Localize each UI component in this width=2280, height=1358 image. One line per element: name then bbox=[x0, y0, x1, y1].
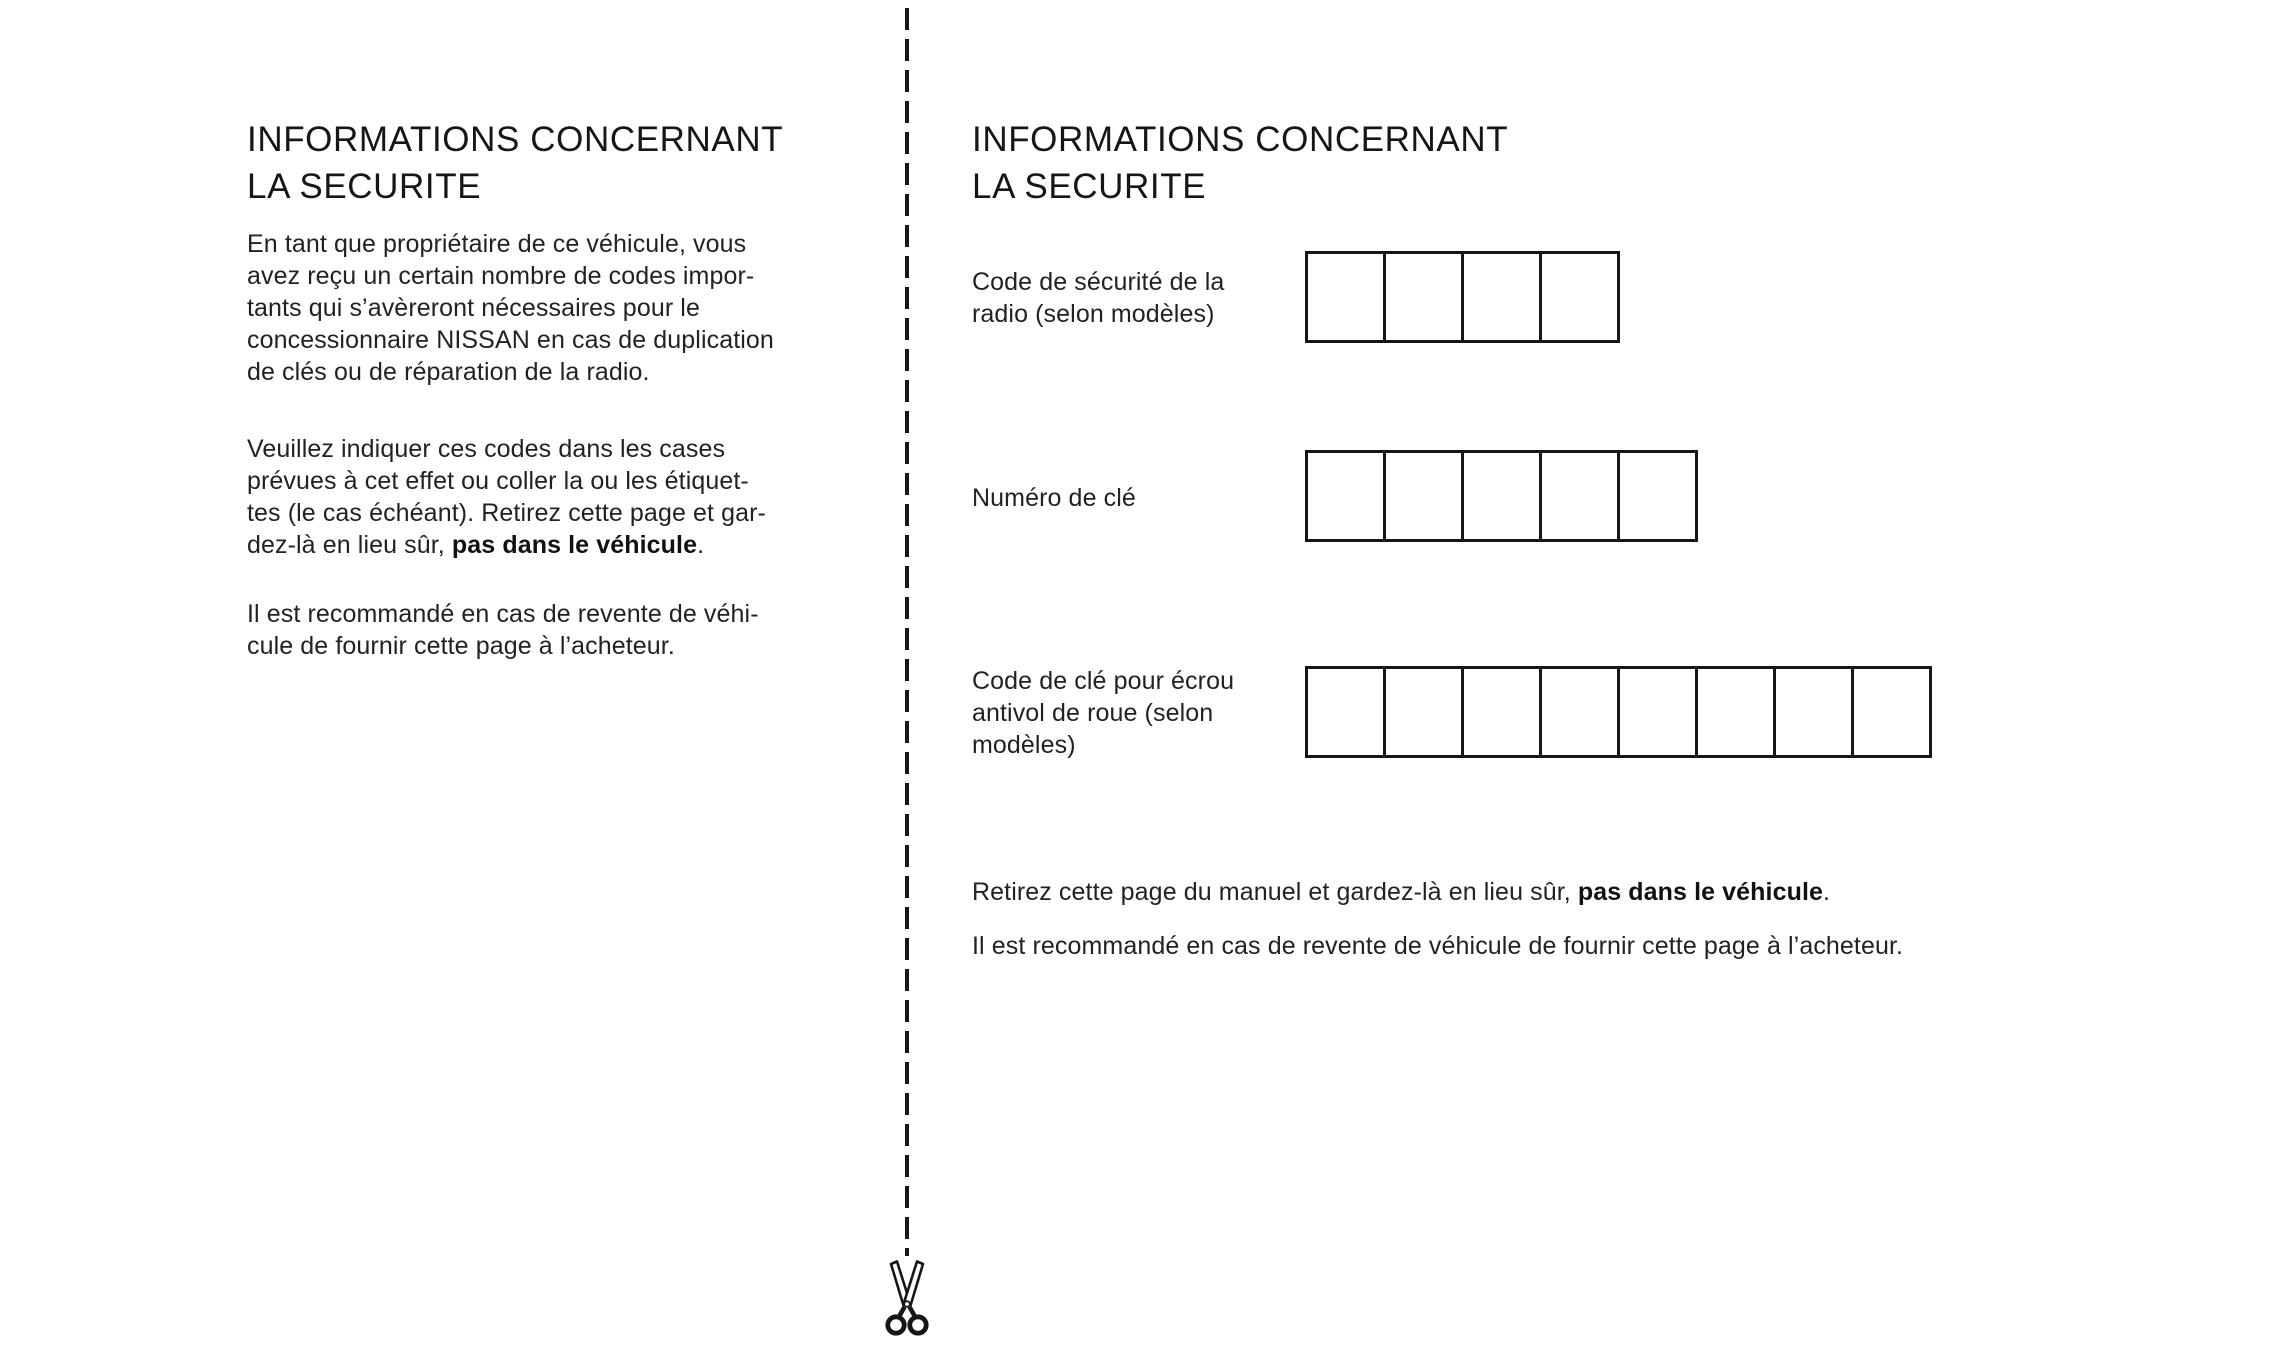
right-instruction-2 bbox=[972, 930, 1903, 962]
right-instruction-1 bbox=[972, 876, 1830, 908]
paragraph-line bbox=[247, 529, 766, 561]
label-line: Code de sécurité de la bbox=[972, 268, 1225, 296]
paragraph-text: dez-là en lieu sûr, bbox=[247, 531, 452, 559]
paragraph-text: . bbox=[1823, 878, 1831, 906]
label-line: Numéro de clé bbox=[972, 484, 1136, 512]
code-box-cell bbox=[1698, 669, 1776, 755]
label-line: Code de clé pour écrou bbox=[972, 667, 1235, 695]
paragraph-line: En tant que propriétaire de ce véhicule, vous bbox=[247, 230, 747, 258]
code-box-cell bbox=[1386, 669, 1464, 755]
paragraph-text: Retirez cette page du manuel et gardez-là en lieu sûr, bbox=[972, 878, 1578, 906]
code-box-cell bbox=[1464, 669, 1542, 755]
right-page-title-line2: LA SECURITE bbox=[972, 167, 1207, 206]
code-box-cell bbox=[1542, 453, 1620, 539]
paragraph-line: tants qui s’avèreront nécessaires pour le bbox=[247, 294, 700, 322]
paragraph-line: prévues à cet effet ou coller la ou les étiquet- bbox=[247, 467, 749, 495]
paragraph-line: Il est recommandé en cas de revente de véhi- bbox=[247, 600, 759, 628]
paragraph-line: de clés ou de réparation de la radio. bbox=[247, 358, 650, 386]
left-page-title-line2: LA SECURITE bbox=[247, 167, 482, 206]
right-page-title bbox=[972, 116, 1508, 210]
cut-dashed-line bbox=[905, 8, 909, 1256]
radio-code-boxes bbox=[1305, 251, 1620, 343]
code-box-cell bbox=[1776, 669, 1854, 755]
code-box-cell bbox=[1854, 669, 1929, 755]
code-box-cell bbox=[1308, 254, 1386, 340]
code-box-cell bbox=[1464, 453, 1542, 539]
label-line: radio (selon modèles) bbox=[972, 300, 1215, 328]
key-number-label bbox=[972, 482, 1136, 514]
emphasis-not-in-vehicle: pas dans le véhicule bbox=[1577, 878, 1824, 906]
code-box-cell bbox=[1542, 669, 1620, 755]
code-box-cell bbox=[1308, 453, 1386, 539]
code-box-cell bbox=[1464, 254, 1542, 340]
paragraph-text: . bbox=[697, 531, 705, 559]
scissors-icon bbox=[881, 1260, 933, 1345]
code-box-cell bbox=[1308, 669, 1386, 755]
paragraph-line: concessionnaire NISSAN en cas de duplication bbox=[247, 326, 774, 354]
label-line: antivol de roue (selon bbox=[972, 699, 1214, 727]
code-box-cell bbox=[1542, 254, 1617, 340]
emphasis-not-in-vehicle: pas dans le véhicule bbox=[451, 531, 698, 559]
radio-code-label bbox=[972, 266, 1224, 330]
left-page-title bbox=[247, 116, 783, 210]
wheel-lock-code-boxes bbox=[1305, 666, 1932, 758]
code-box-cell bbox=[1620, 669, 1698, 755]
code-box-cell bbox=[1386, 453, 1464, 539]
left-paragraph-2 bbox=[247, 433, 766, 561]
wheel-lock-code-label bbox=[972, 665, 1234, 761]
left-page-title-line1: INFORMATIONS CONCERNANT bbox=[247, 120, 784, 159]
code-box-cell bbox=[1620, 453, 1695, 539]
right-page-title-line1: INFORMATIONS CONCERNANT bbox=[972, 120, 1509, 159]
label-line: modèles) bbox=[972, 731, 1076, 759]
paragraph-line: cule de fournir cette page à l’acheteur. bbox=[247, 632, 675, 660]
key-number-boxes bbox=[1305, 450, 1698, 542]
paragraph-text: Il est recommandé en cas de revente de véhicule de fournir cette page à l’acheteur. bbox=[972, 932, 1904, 960]
paragraph-line: avez reçu un certain nombre de codes impor- bbox=[247, 262, 755, 290]
left-paragraph-3 bbox=[247, 598, 759, 662]
paragraph-line: Veuillez indiquer ces codes dans les cases bbox=[247, 435, 726, 463]
code-box-cell bbox=[1386, 254, 1464, 340]
paragraph-line: tes (le cas échéant). Retirez cette page et gar- bbox=[247, 499, 766, 527]
left-paragraph-1 bbox=[247, 228, 774, 388]
